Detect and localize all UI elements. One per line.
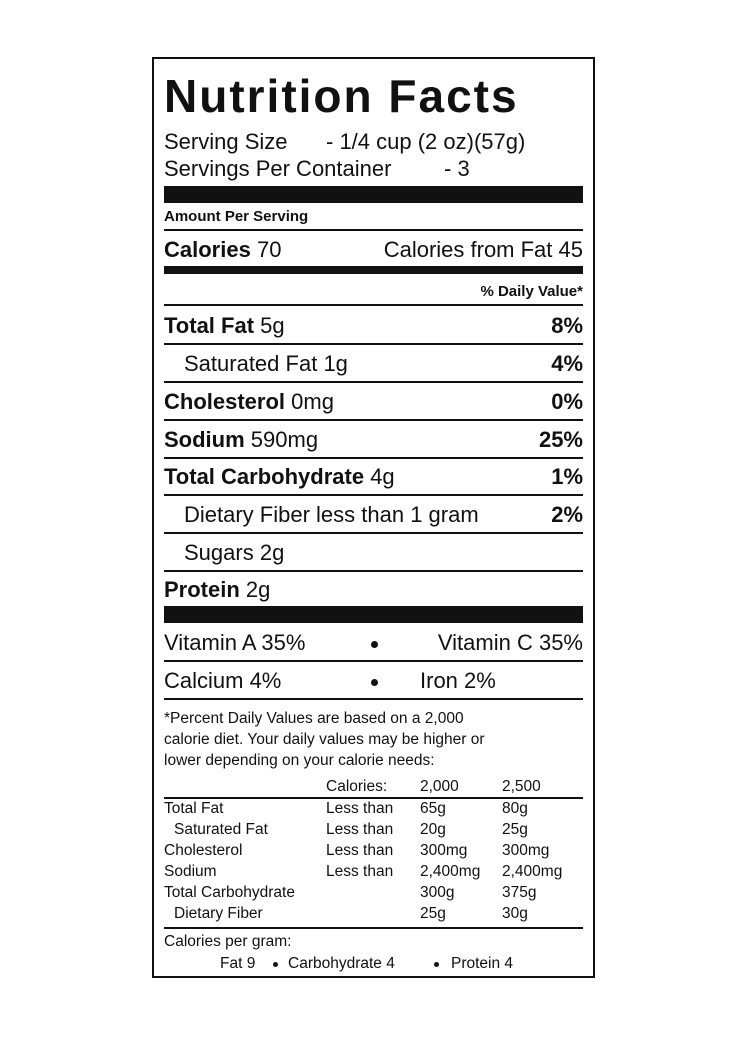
- calories-label: Calories: [164, 237, 251, 262]
- nutrient-name: Saturated Fat: [184, 351, 318, 376]
- nutrient-amount: 590mg: [250, 427, 319, 452]
- nutrient-row-saturated-fat: [184, 353, 348, 375]
- nutrient-row-total-fat: [164, 315, 285, 337]
- nutrition-facts-label: [152, 57, 595, 978]
- footnote-row-name: Total Carbohydrate: [164, 884, 295, 901]
- calories-per-gram-label: Calories per gram:: [164, 933, 292, 950]
- footnote-row-2500: 2,400mg: [502, 863, 563, 880]
- nutrient-dv-sodium: 25%: [538, 427, 583, 452]
- divider: [164, 304, 583, 306]
- divider: [164, 494, 583, 496]
- servings-per-container-value: - 3: [444, 156, 470, 181]
- nutrient-amount: 5g: [260, 313, 285, 338]
- footnote-calories-label: Calories:: [326, 778, 388, 795]
- nutrient-amount: 2g: [245, 577, 271, 602]
- footnote-row-2000: 2,400mg: [420, 863, 481, 880]
- footnote-row-name: Cholesterol: [164, 842, 243, 859]
- footnote-line: *Percent Daily Values are based on a 2,000: [164, 710, 464, 727]
- calories-value: 70: [256, 237, 282, 262]
- nutrient-dv-dietary-fiber: 2%: [551, 502, 583, 527]
- calories-from-fat: Calories from Fat 45: [383, 237, 583, 262]
- footnote-row-2000: 20g: [420, 821, 446, 838]
- footnote-row-2500: 80g: [502, 800, 528, 817]
- nutrient-name: Sugars: [184, 540, 254, 565]
- divider: [164, 698, 583, 700]
- bullet-icon: [371, 679, 378, 686]
- nutrient-name: Sodium: [164, 427, 245, 452]
- bullet-icon: [371, 641, 378, 648]
- footnote-calories-2500: 2,500: [502, 778, 541, 795]
- nutrient-amount: 0mg: [291, 389, 334, 414]
- nutrient-row-sodium: [164, 429, 318, 451]
- bullet-icon: [273, 962, 278, 967]
- calcium: Calcium 4%: [164, 668, 282, 693]
- nutrient-dv-saturated-fat: 4%: [551, 351, 583, 376]
- per-gram-fat: Fat 9: [220, 955, 256, 972]
- nutrient-name: Dietary Fiber: [184, 502, 310, 527]
- divider: [164, 927, 583, 929]
- footnote-row-name: Dietary Fiber: [174, 905, 263, 922]
- footnote-row-2000: 300mg: [420, 842, 468, 859]
- footnote-row-name: Saturated Fat: [174, 821, 268, 838]
- servings-per-container-label: Servings Per Container: [164, 156, 392, 181]
- nutrient-name: Total Carbohydrate: [164, 464, 365, 489]
- footnote-calories-2000: 2,000: [420, 778, 459, 795]
- footnote-row-limit: Less than: [326, 863, 394, 880]
- serving-size-value: - 1/4 cup (2 oz)(57g): [326, 129, 526, 154]
- footnote-row-name: Total Fat: [164, 800, 224, 817]
- medium-divider: [164, 266, 583, 274]
- footnote-row-name: Sodium: [164, 863, 217, 880]
- nutrient-dv-total-carbohydrate: 1%: [551, 464, 583, 489]
- nutrient-name: Total Fat: [164, 313, 255, 338]
- label-title: Nutrition Facts: [164, 70, 519, 122]
- divider: [164, 570, 583, 572]
- calories-row: [164, 239, 281, 261]
- divider: [164, 797, 583, 799]
- nutrient-row-sugars: [184, 542, 284, 564]
- footnote-line: lower depending on your calorie needs:: [164, 752, 435, 769]
- nutrient-name: Protein: [164, 577, 240, 602]
- footnote-row-2000: 65g: [420, 800, 446, 817]
- bullet-icon: [434, 962, 439, 967]
- divider: [164, 457, 583, 459]
- footnote-row-limit: Less than: [326, 800, 394, 817]
- nutrient-amount: less than 1 gram: [316, 502, 479, 527]
- serving-size-label: Serving Size: [164, 129, 288, 154]
- nutrient-amount: 1g: [323, 351, 348, 376]
- nutrient-amount: 2g: [259, 540, 285, 565]
- nutrient-row-dietary-fiber: [184, 504, 479, 526]
- nutrient-name: Cholesterol: [164, 389, 286, 414]
- per-gram-carbohydrate: Carbohydrate 4: [288, 955, 395, 972]
- footnote-line: calorie diet. Your daily values may be higher or: [164, 731, 485, 748]
- divider: [164, 660, 583, 662]
- footnote-row-2500: 25g: [502, 821, 528, 838]
- footnote-row-2500: 375g: [502, 884, 537, 901]
- nutrient-amount: 4g: [370, 464, 395, 489]
- vitamin-a: Vitamin A 35%: [164, 630, 306, 655]
- divider: [164, 229, 583, 231]
- nutrient-dv-cholesterol: 0%: [551, 389, 583, 414]
- divider: [164, 381, 583, 383]
- vitamin-c: Vitamin C 35%: [437, 630, 583, 655]
- nutrient-row-total-carbohydrate: [164, 466, 395, 488]
- amount-per-serving: Amount Per Serving: [164, 208, 309, 225]
- iron: Iron 2%: [420, 668, 496, 693]
- footnote-row-limit: Less than: [326, 821, 394, 838]
- per-gram-protein: Protein 4: [451, 955, 514, 972]
- footnote-row-2500: 30g: [502, 905, 528, 922]
- thick-divider: [164, 186, 583, 203]
- nutrient-row-protein: [164, 579, 270, 601]
- divider: [164, 343, 583, 345]
- divider: [164, 532, 583, 534]
- nutrient-dv-total-fat: 8%: [551, 313, 583, 338]
- daily-value-header: % Daily Value*: [480, 283, 583, 300]
- footnote-row-limit: Less than: [326, 842, 394, 859]
- divider: [164, 419, 583, 421]
- nutrient-row-cholesterol: [164, 391, 334, 413]
- footnote-row-2000: 300g: [420, 884, 455, 901]
- thick-divider: [164, 606, 583, 623]
- footnote-row-2000: 25g: [420, 905, 446, 922]
- footnote-row-2500: 300mg: [502, 842, 550, 859]
